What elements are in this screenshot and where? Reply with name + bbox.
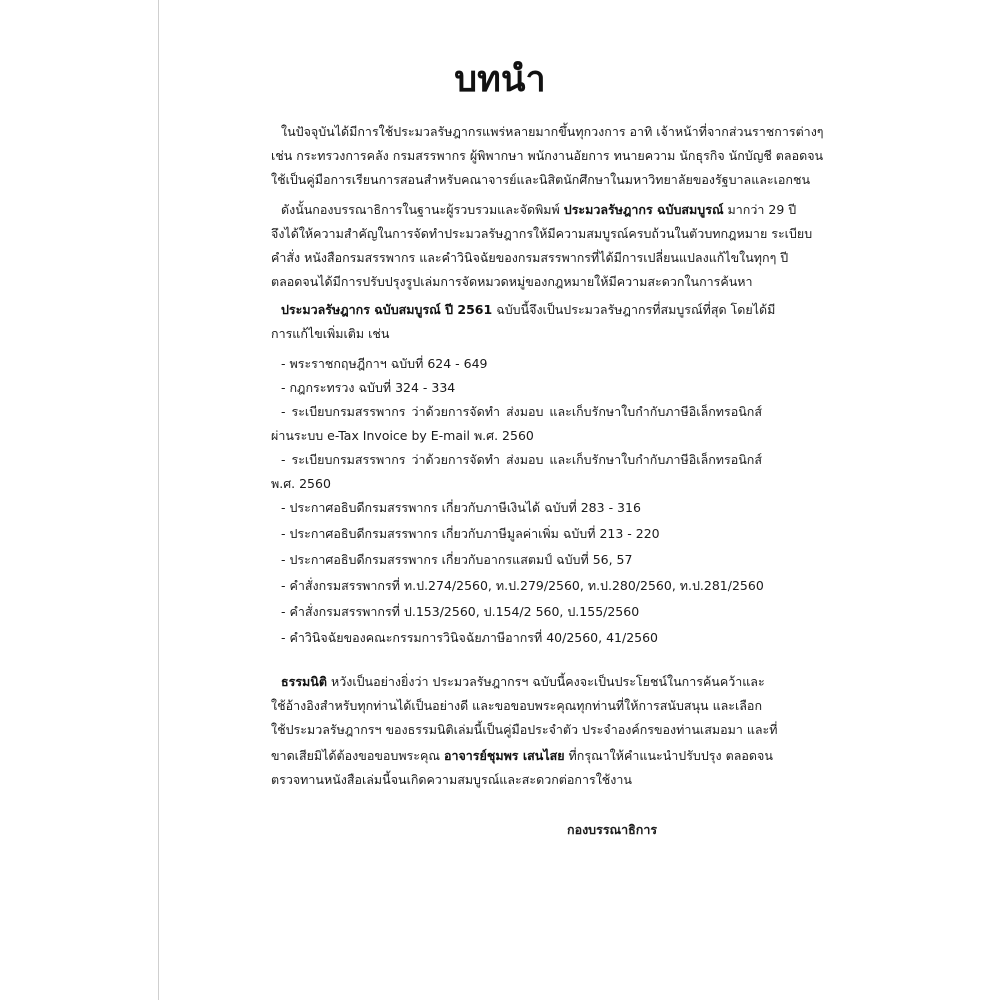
- book-title-bold: ประมวลรัษฎากร ฉบับสมบูรณ์ ปี 2561: [281, 302, 493, 317]
- book-title-bold: ประมวลรัษฎากร ฉบับสมบูรณ์: [563, 202, 724, 217]
- signature: กองบรรณาธิการ: [567, 822, 658, 837]
- list-item: - พระราชกฤษฎีกาฯ ฉบับที่ 624 - 649: [281, 356, 488, 371]
- list-item: - ระเบียบกรมสรรพากร ว่าด้วยการจัดทำ ส่งมอบ และเก็บรักษาใบกำกับภาษีอิเล็กทรอนิกส์: [281, 404, 762, 419]
- paragraph-line: จึงได้ให้ความสำคัญในการจัดทำประมวลรัษฎากรให้มีความสมบูรณ์ครบถ้วนในตัวบทกฎหมาย ระเบียบ: [271, 226, 813, 241]
- list-item: - ระเบียบกรมสรรพากร ว่าด้วยการจัดทำ ส่งมอบ และเก็บรักษาใบกำกับภาษีอิเล็กทรอนิกส์: [281, 452, 762, 467]
- paragraph-line: ใช้อ้างอิงสำหรับทุกท่านได้เป็นอย่างดี และขอขอบพระคุณทุกท่านที่ให้การสนับสนุน และเลือก: [271, 698, 763, 713]
- list-item: - คำวินิจฉัยของคณะกรรมการวินิจฉัยภาษีอากรที่ 40/2560, 41/2560: [281, 630, 659, 645]
- list-item: - คำสั่งกรมสรรพากรที่ ป.153/2560, ป.154/2 560, ป.155/2560: [281, 604, 640, 619]
- paragraph-line: ใช้เป็นคู่มือการเรียนการสอนสำหรับคณาจารย์และนิสิตนักศึกษาในมหาวิทยาลัยของรัฐบาลและเอกชน: [271, 172, 811, 187]
- list-item: - ประกาศอธิบดีกรมสรรพากร เกี่ยวกับภาษีมูลค่าเพิ่ม ฉบับที่ 213 - 220: [281, 526, 660, 541]
- paragraph-line: ตลอดจนได้มีการปรับปรุงรูปเล่มการจัดหมวดหมู่ของกฎหมายให้มีความสะดวกในการค้นหา: [271, 274, 753, 289]
- list-item: - ประกาศอธิบดีกรมสรรพากร เกี่ยวกับภาษีเงินได้ ฉบับที่ 283 - 316: [281, 500, 641, 515]
- person-name-bold: อาจารย์ชุมพร เสนไสย: [443, 748, 565, 763]
- paragraph-text: ขาดเสียมิได้ต้องขอขอบพระคุณ: [271, 748, 440, 763]
- list-item: - ประกาศอธิบดีกรมสรรพากร เกี่ยวกับอากรแสตมป์ ฉบับที่ 56, 57: [281, 552, 633, 567]
- paragraph-line: [281, 302, 776, 318]
- paragraph-line: คำสั่ง หนังสือกรมสรรพากร และคำวินิจฉัยของกรมสรรพากรที่ได้มีการเปลี่ยนแปลงแก้ไขในทุกๆ ปี: [271, 250, 789, 265]
- paragraph-text: หวังเป็นอย่างยิ่งว่า ประมวลรัษฎากรฯ ฉบับนี้คงจะเป็นประโยชน์ในการค้นคว้าและ: [330, 674, 765, 689]
- list-item-continuation: ผ่านระบบ e-Tax Invoice by E-mail พ.ศ. 2560: [271, 428, 534, 443]
- paragraph-text: ดังนั้นกองบรรณาธิการในฐานะผู้รวบรวมและจัดพิมพ์: [281, 202, 560, 217]
- paragraph-line: ใช้ประมวลรัษฎากรฯ ของธรรมนิติเล่มนี้เป็นคู่มือประจำตัว ประจำองค์กรของท่านเสมอมา และที่: [271, 722, 778, 737]
- paragraph-line: ในปัจจุบันได้มีการใช้ประมวลรัษฎากรแพร่หลายมากขึ้นทุกวงการ อาทิ เจ้าหน้าที่จากส่วนราชการต่างๆ: [281, 124, 824, 139]
- list-item-continuation: พ.ศ. 2560: [271, 476, 331, 491]
- paragraph-line: เช่น กระทรวงการคลัง กรมสรรพากร ผู้พิพากษา พนักงานอัยการ ทนายความ นักธุรกิจ นักบัญชี ตลอดจน: [271, 148, 824, 163]
- paragraph-line: [271, 748, 773, 764]
- page-spine-edge: [158, 0, 159, 1000]
- paragraph-line: [281, 674, 765, 690]
- paragraph-text: ที่กรุณาให้คำแนะนำปรับปรุง ตลอดจน: [568, 748, 773, 763]
- publisher-name-bold: ธรรมนิติ: [281, 674, 327, 689]
- paragraph-text: มากว่า 29 ปี: [727, 202, 797, 217]
- paragraph-line: ตรวจทานหนังสือเล่มนี้จนเกิดความสมบูรณ์และสะดวกต่อการใช้งาน: [271, 772, 632, 787]
- paragraph-line: [281, 202, 797, 218]
- list-item: - กฎกระทรวง ฉบับที่ 324 - 334: [281, 380, 456, 395]
- page-title: บทนำ: [454, 59, 546, 100]
- list-item: - คำสั่งกรมสรรพากรที่ ท.ป.274/2560, ท.ป.279/2560, ท.ป.280/2560, ท.ป.281/2560: [281, 578, 764, 593]
- paragraph-text: ฉบับนี้จึงเป็นประมวลรัษฎากรที่สมบูรณ์ที่สุด โดยได้มี: [496, 302, 776, 317]
- paragraph-line: การแก้ไขเพิ่มเติม เช่น: [271, 326, 390, 341]
